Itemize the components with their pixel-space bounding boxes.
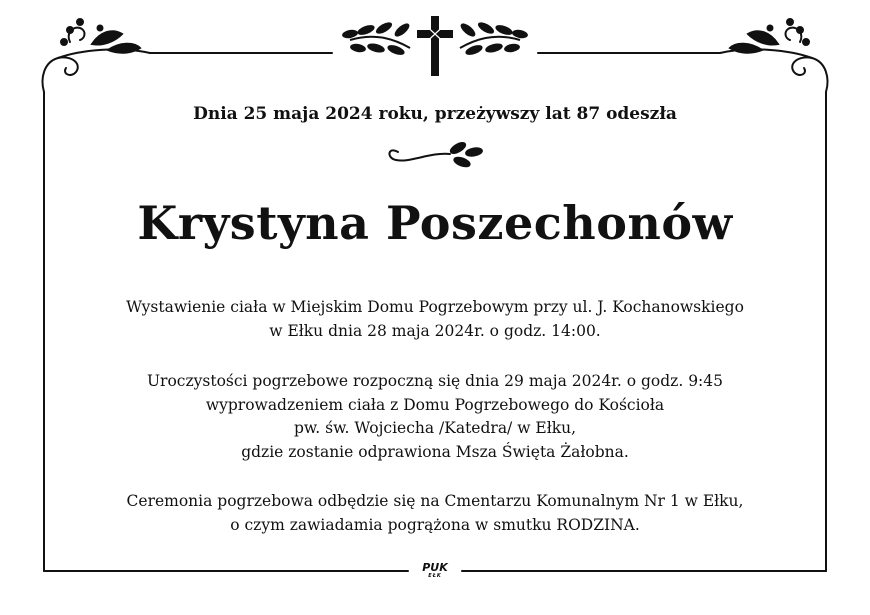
text-line: Uroczystości pogrzebowe rozpoczną się dnia 29 maja 2024r. o godz. 9:45	[146, 372, 724, 390]
text-line: Ceremonia pogrzebowa odbędzie się na Cmentarzu Komunalnym Nr 1 w Ełku,	[126, 492, 744, 510]
date-line: Dnia 25 maja 2024 roku, przeżywszy lat 87 odeszła	[193, 104, 677, 124]
logo-sub: EŁK	[428, 573, 442, 579]
cross-with-leaves-icon	[341, 16, 528, 76]
paragraph-viewing	[0, 296, 870, 343]
text-line: Wystawienie ciała w Miejskim Domu Pogrzebowym przy ul. J. Kochanowskiego	[126, 298, 744, 316]
text-line: wyprowadzeniem ciała z Domu Pogrzebowego do Kościoła	[205, 395, 665, 414]
paragraph-ceremony	[0, 370, 870, 465]
text-line: o czym zawiadamia pogrążona w smutku RODZINA.	[230, 515, 640, 534]
paragraph-burial	[0, 490, 870, 537]
puk-logo	[415, 562, 455, 579]
top-right-flourish-icon	[720, 19, 827, 92]
text-line: w Ełku dnia 28 maja 2024r. o godz. 14:00.	[269, 321, 601, 340]
deceased-name: Krystyna Poszechonów	[137, 196, 733, 250]
text-line: gdzie zostanie odprawiona Msza Święta Żałobna.	[241, 443, 629, 462]
logo-main: PUK	[422, 561, 448, 574]
top-left-flourish-icon	[43, 19, 150, 92]
text-line: pw. św. Wojciecha /Katedra/ w Ełku,	[293, 419, 577, 438]
leaf-swirl-icon	[389, 141, 482, 168]
